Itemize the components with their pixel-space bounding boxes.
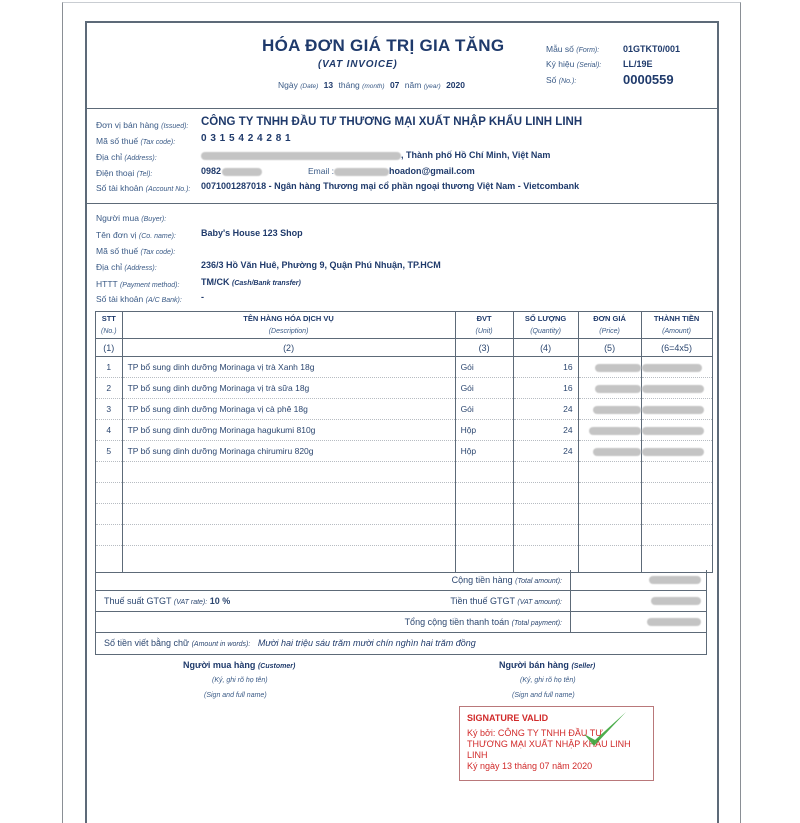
col-num-unit: (3) <box>455 339 513 357</box>
redacted-amount <box>642 448 704 456</box>
redacted-amount <box>642 427 704 435</box>
row-qty: 16 <box>513 378 578 399</box>
seller-sign-label: Người bán hàng (Seller) <box>499 660 596 670</box>
row-qty: 24 <box>513 420 578 441</box>
buyer-label: Người mua (Buyer): <box>96 213 167 223</box>
divider <box>85 203 717 204</box>
redacted-vat <box>651 597 701 605</box>
divider <box>85 108 717 109</box>
col-num-qty: (4) <box>513 339 578 357</box>
buyer-bank: - <box>201 292 204 302</box>
col-sub-price: (Price) <box>578 325 641 339</box>
seller-email: Email : hoadon@gmail.com <box>308 166 475 176</box>
row-unit: Gói <box>455 378 513 399</box>
row-no: 3 <box>96 399 123 420</box>
empty-row <box>96 525 713 546</box>
col-num-no: (1) <box>96 339 123 357</box>
seller-sign-hint-en: (Sign and full name) <box>512 692 575 699</box>
row-unit: Gói <box>455 357 513 378</box>
seller-sign-hint: (Ký, ghi rõ họ tên) <box>520 677 576 684</box>
redacted-payment <box>647 618 701 626</box>
invoice-date <box>278 80 468 90</box>
signature-date: Ký ngày 13 tháng 07 năm 2020 <box>467 761 593 771</box>
redacted-amount <box>642 364 702 372</box>
col-num-desc: (2) <box>122 339 455 357</box>
empty-row <box>96 483 713 504</box>
buyer-payment-label: HTTT (Payment method): <box>96 279 180 289</box>
row-desc: TP bổ sung dinh dưỡng Morinaga vị trà Xanh 18g <box>122 357 455 378</box>
row-qty: 16 <box>513 357 578 378</box>
seller-name-label: Đơn vị bán hàng (Issued): <box>96 120 189 130</box>
row-unit: Gói <box>455 399 513 420</box>
row-desc: TP bổ sung dinh dưỡng Morinaga vị trà sữa 18g <box>122 378 455 399</box>
invoice-number: 0000559 <box>623 72 674 87</box>
serial-value: LL/19E <box>623 59 653 69</box>
serial-label: Ký hiệu (Serial): <box>546 59 602 69</box>
seller-name: CÔNG TY TNHH ĐẦU TƯ THƯƠNG MẠI XUẤT NHẬP KHẨU LINH LINH <box>201 116 583 128</box>
invoice-subtitle: (VAT INVOICE) <box>318 59 398 70</box>
seller-address: , Thành phố Hồ Chí Minh, Việt Nam <box>201 150 550 160</box>
buyer-payment: TM/CK (Cash/Bank transfer) <box>201 277 301 287</box>
col-header-desc: TÊN HÀNG HÓA DỊCH VỤ <box>122 312 455 326</box>
redacted-phone <box>222 168 262 176</box>
customer-sign-hint-en: (Sign and full name) <box>204 692 267 699</box>
seller-tax-label: Mã số thuế (Tax code): <box>96 136 176 146</box>
col-sub-no: (No.) <box>96 325 123 339</box>
redacted-email <box>334 168 389 176</box>
table-row <box>96 441 713 462</box>
row-desc: TP bổ sung dinh dưỡng Morinaga chirumiru 820g <box>122 441 455 462</box>
redacted-price <box>593 406 641 414</box>
col-header-price: ĐƠN GIÁ <box>578 312 641 326</box>
row-unit: Hộp <box>455 420 513 441</box>
seller-tel: 0982 <box>201 166 262 176</box>
col-sub-desc: (Description) <box>122 325 455 339</box>
buyer-address: 236/3 Hồ Văn Huê, Phường 9, Quận Phú Nhuận, TP.HCM <box>201 260 441 270</box>
buyer-bank-label: Số tài khoản (A/C Bank): <box>96 294 182 304</box>
vat-row <box>95 591 707 612</box>
col-sub-qty: (Quantity) <box>513 325 578 339</box>
redacted-price <box>589 427 641 435</box>
row-qty: 24 <box>513 441 578 462</box>
signature-status: SIGNATURE VALID <box>467 713 549 723</box>
date-day-en: (Date) <box>300 83 319 90</box>
redacted-price <box>595 364 641 372</box>
row-desc: TP bổ sung dinh dưỡng Morinaga hagukumi 810g <box>122 420 455 441</box>
row-qty: 24 <box>513 399 578 420</box>
row-no: 5 <box>96 441 123 462</box>
date-year-en: (year) <box>423 83 441 90</box>
date-year-value: 2020 <box>446 80 465 90</box>
col-header-no: STT <box>96 312 123 326</box>
buyer-tax-label: Mã số thuế (Tax code): <box>96 246 176 256</box>
empty-row <box>96 504 713 525</box>
total-payment-row <box>95 612 707 633</box>
col-sub-amount: (Amount) <box>641 325 712 339</box>
date-year-label: năm <box>404 80 422 90</box>
redacted-price <box>593 448 641 456</box>
date-day-value: 13 <box>323 80 334 90</box>
empty-row <box>96 462 713 483</box>
customer-sign-label: Người mua hàng (Customer) <box>183 660 296 670</box>
no-label: Số (No.): <box>546 75 577 85</box>
invoice-title: HÓA ĐƠN GIÁ TRỊ GIA TĂNG <box>262 36 505 55</box>
row-no: 1 <box>96 357 123 378</box>
buyer-co-label: Tên đơn vị (Co. name): <box>96 230 176 240</box>
row-unit: Hộp <box>455 441 513 462</box>
vat-rate: Thuế suất GTGT (VAT rate): 10 % <box>104 596 231 606</box>
seller-account: 0071001287018 - Ngân hàng Thương mại cổ phần ngoại thương Việt Nam - Vietcombank <box>201 181 580 191</box>
seller-tax-code: 0 3 1 5 4 2 4 2 8 1 <box>201 133 292 144</box>
col-header-qty: SỐ LƯỢNG <box>513 312 578 326</box>
seller-account-label: Số tài khoản (Account No.): <box>96 183 191 193</box>
col-sub-unit: (Unit) <box>455 325 513 339</box>
table-row <box>96 420 713 441</box>
buyer-address-label: Địa chỉ (Address): <box>96 262 157 272</box>
items-table <box>95 311 713 573</box>
redacted-amount <box>642 406 704 414</box>
amount-in-words-row <box>95 633 707 655</box>
date-month-en: (month) <box>362 83 385 90</box>
col-num-amount: (6=4x5) <box>641 339 712 357</box>
form-value: 01GTKT0/001 <box>623 44 681 54</box>
buyer-co-name: Baby's House 123 Shop <box>201 228 303 238</box>
row-no: 4 <box>96 420 123 441</box>
total-amount-row <box>95 570 707 591</box>
total-amount-label: Cộng tiền hàng (Total amount): <box>451 575 562 585</box>
row-desc: TP bổ sung dinh dưỡng Morinaga vị cà phê 18g <box>122 399 455 420</box>
redacted-address <box>201 152 401 160</box>
form-label: Mẫu số (Form): <box>546 44 600 54</box>
empty-row <box>96 546 713 573</box>
table-row <box>96 378 713 399</box>
row-no: 2 <box>96 378 123 399</box>
amount-in-words: Số tiền viết bằng chữ (Amount in words): Mười hai triệu sáu trăm mười chín nghìn hai trăm đồng <box>104 638 476 648</box>
checkmark-icon <box>580 710 630 750</box>
date-month-value: 07 <box>389 80 400 90</box>
date-month-label: tháng <box>338 80 360 90</box>
seller-address-label: Địa chỉ (Address): <box>96 152 157 162</box>
table-row <box>96 357 713 378</box>
vat-amount-label: Tiền thuế GTGT (VAT amount): <box>450 596 562 606</box>
redacted-amount <box>642 385 704 393</box>
signature-signed-by: Ký bởi: CÔNG TY TNHH ĐẦU TƯ THƯƠNG MẠI XUẤT NHẬP KHẨU LINH LINH <box>467 728 631 760</box>
col-header-unit: ĐVT <box>455 312 513 326</box>
total-payment-label: Tổng cộng tiền thanh toán (Total payment): <box>404 617 562 627</box>
col-header-amount: THÀNH TIỀN <box>641 312 712 326</box>
redacted-price <box>595 385 641 393</box>
customer-sign-hint: (Ký, ghi rõ họ tên) <box>212 677 268 684</box>
redacted-total <box>649 576 701 584</box>
table-row <box>96 399 713 420</box>
date-day-label: Ngày <box>278 80 298 90</box>
seller-tel-label: Điện thoại (Tel): <box>96 168 153 178</box>
col-num-price: (5) <box>578 339 641 357</box>
